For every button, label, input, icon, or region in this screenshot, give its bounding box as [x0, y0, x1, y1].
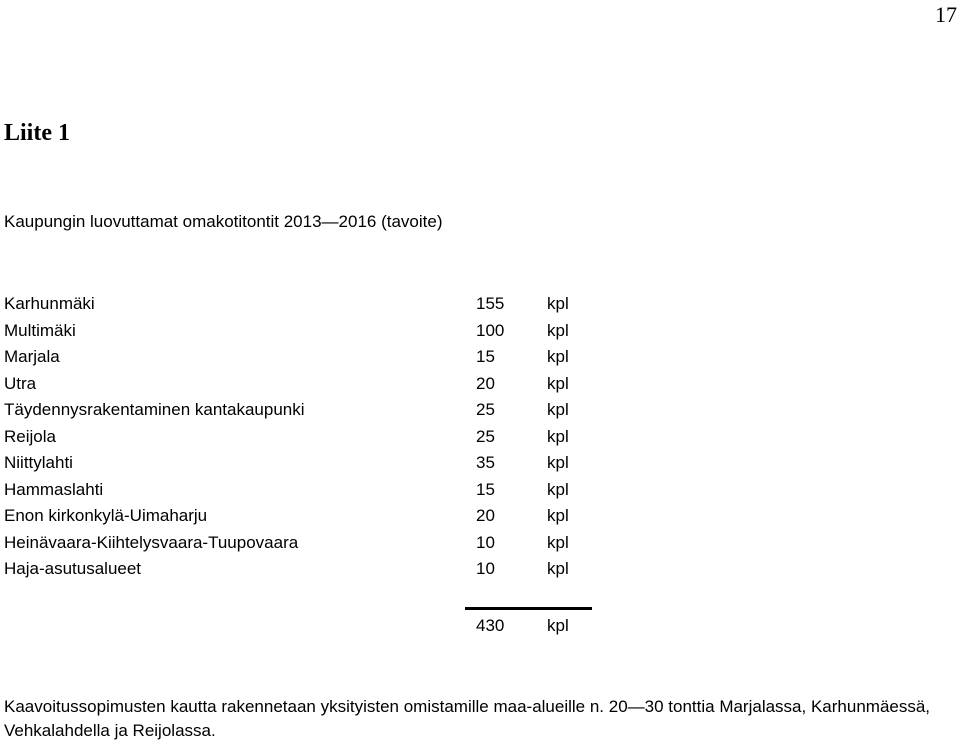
- total-divider: [465, 607, 592, 610]
- area-name: Täydennysrakentaminen kantakaupunki: [4, 400, 305, 419]
- unit-label: kpl: [547, 532, 569, 552]
- unit-label: kpl: [547, 559, 569, 578]
- page-number: 17: [935, 2, 957, 27]
- unit-label: kpl: [547, 426, 569, 446]
- area-name: Multimäki: [4, 320, 76, 340]
- unit-label: kpl: [547, 453, 569, 472]
- plot-count: 35: [476, 453, 495, 472]
- area-name: Enon kirkonkylä-Uimaharju: [4, 506, 208, 525]
- table-title: Kaupungin luovuttamat omakotitontit 2013—2016 (tavoite): [4, 212, 443, 231]
- unit-label: kpl: [547, 320, 569, 340]
- page-heading: Liite 1: [4, 120, 70, 146]
- plot-count: 15: [476, 347, 495, 366]
- total-unit: kpl: [547, 616, 569, 635]
- plot-count: 25: [476, 400, 495, 419]
- area-name: Reijola: [4, 426, 56, 446]
- unit-label: kpl: [547, 294, 569, 313]
- area-name: Niittylahti: [4, 453, 73, 472]
- area-name: Karhunmäki: [4, 294, 95, 313]
- unit-label: kpl: [547, 506, 569, 525]
- area-name: Marjala: [4, 347, 60, 366]
- footer-note: Kaavoitussopimusten kautta rakennetaan yksityisten omistamille maa-alueille n. 20—30 tonttia Marjalassa, Karhunmäessä, Vehkalahdella ja Reijolassa.: [4, 697, 931, 740]
- plot-count: 155: [476, 294, 505, 313]
- area-name: Heinävaara-Kiihtelysvaara-Tuupovaara: [4, 532, 299, 552]
- plot-count: 15: [476, 479, 495, 499]
- area-name: Haja-asutusalueet: [4, 559, 142, 578]
- area-name: Utra: [4, 373, 37, 393]
- unit-label: kpl: [547, 479, 569, 499]
- unit-label: kpl: [547, 373, 569, 393]
- plot-count: 10: [476, 559, 495, 578]
- plot-count: 25: [476, 426, 495, 446]
- unit-label: kpl: [547, 347, 569, 366]
- area-name: Hammaslahti: [4, 479, 104, 499]
- unit-label: kpl: [547, 400, 569, 419]
- plot-count: 20: [476, 373, 495, 393]
- total-count: 430: [476, 616, 505, 635]
- plot-count: 20: [476, 506, 495, 525]
- plot-count: 10: [476, 532, 495, 552]
- total-row: [4, 613, 704, 640]
- plot-count: 100: [476, 320, 505, 340]
